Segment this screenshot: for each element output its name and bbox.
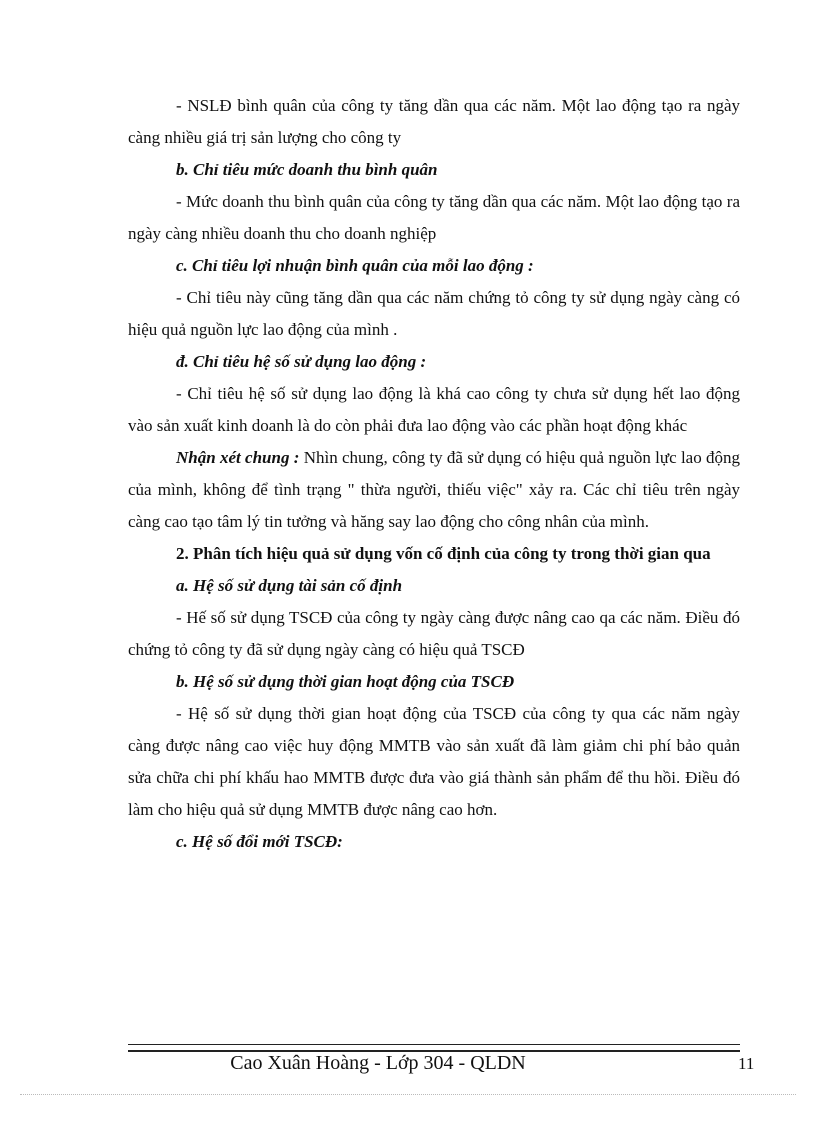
paragraph-remark: [128, 442, 740, 538]
heading-tai-san-co-dinh: a. Hệ số sử dụng tài sản cố định: [176, 576, 403, 595]
heading-he-so-lao-dong: đ. Chỉ tiêu hệ số sử dụng lao động :: [176, 352, 427, 371]
heading-loi-nhuan: c. Chỉ tiêu lợi nhuận bình quân của mỗi lao động :: [176, 256, 534, 275]
document-body: [128, 90, 740, 858]
paragraph-thoi-gian-hoat-dong: - Hệ số sử dụng thời gian hoạt động của TSCĐ của công ty qua các năm ngày càng được nâng cao việc huy động MMTB vào sản xuất đã làm giảm chi phí bảo quản sửa chữa chi phí khấu hao MMTB được đưa vào giá thành sản phẩm để thu hồi. Điều đó làm cho hiệu quả sử dụng MMTB được nâng cao hơn.: [128, 704, 740, 819]
remark-label: Nhận xét chung :: [176, 448, 300, 467]
section-title: 2. Phân tích hiệu quả sử dụng vốn cố định của công ty trong thời gian qua: [176, 544, 711, 563]
footer-title: Cao Xuân Hoàng - Lớp 304 - QLDN: [230, 1052, 526, 1074]
footer-divider: [128, 1044, 740, 1052]
page-number: 11: [738, 1054, 755, 1073]
heading-thoi-gian-hoat-dong: b. Hệ số sử dụng thời gian hoạt động của TSCĐ: [176, 672, 515, 691]
heading-doanh-thu: b. Chỉ tiêu mức doanh thu bình quân: [176, 160, 438, 179]
remark-text: Nhìn chung, công ty đã sử dụng có hiệu quả nguồn lực lao động của mình, không để tình trạng " thừa người, thiếu việc" xảy ra. Các chỉ tiêu trên ngày càng cao tạo tâm lý tin tưởng và hăng say lao động cho công nhân của mình.: [128, 448, 740, 531]
paragraph-he-so-lao-dong: - Chỉ tiêu hệ số sử dụng lao động là khá cao công ty chưa sử dụng hết lao động vào sản xuất kinh doanh là do còn phải đưa lao động vào các phần hoạt động khác: [128, 384, 740, 435]
paragraph-loi-nhuan: - Chỉ tiêu này cũng tăng dần qua các năm chứng tỏ công ty sử dụng ngày càng có hiệu quả nguồn lực lao động của mình .: [128, 288, 740, 339]
page-bottom-border: [20, 1094, 796, 1095]
heading-doi-moi: c. Hệ số đổi mới TSCĐ:: [176, 832, 343, 851]
paragraph-tai-san-co-dinh: - Hế số sử dụng TSCĐ của công ty ngày càng được nâng cao qa các năm. Điều đó chứng tỏ công ty đã sử dụng ngày càng có hiệu quả TSCĐ: [128, 608, 740, 659]
paragraph-doanh-thu: - Mức doanh thu bình quân của công ty tăng dần qua các năm. Một lao động tạo ra ngày càng nhiều doanh thu cho doanh nghiệp: [128, 192, 740, 243]
paragraph-nsld: - NSLĐ bình quân của công ty tăng dần qua các năm. Một lao động tạo ra ngày càng nhiều giá trị sản lượng cho công ty: [128, 96, 740, 147]
